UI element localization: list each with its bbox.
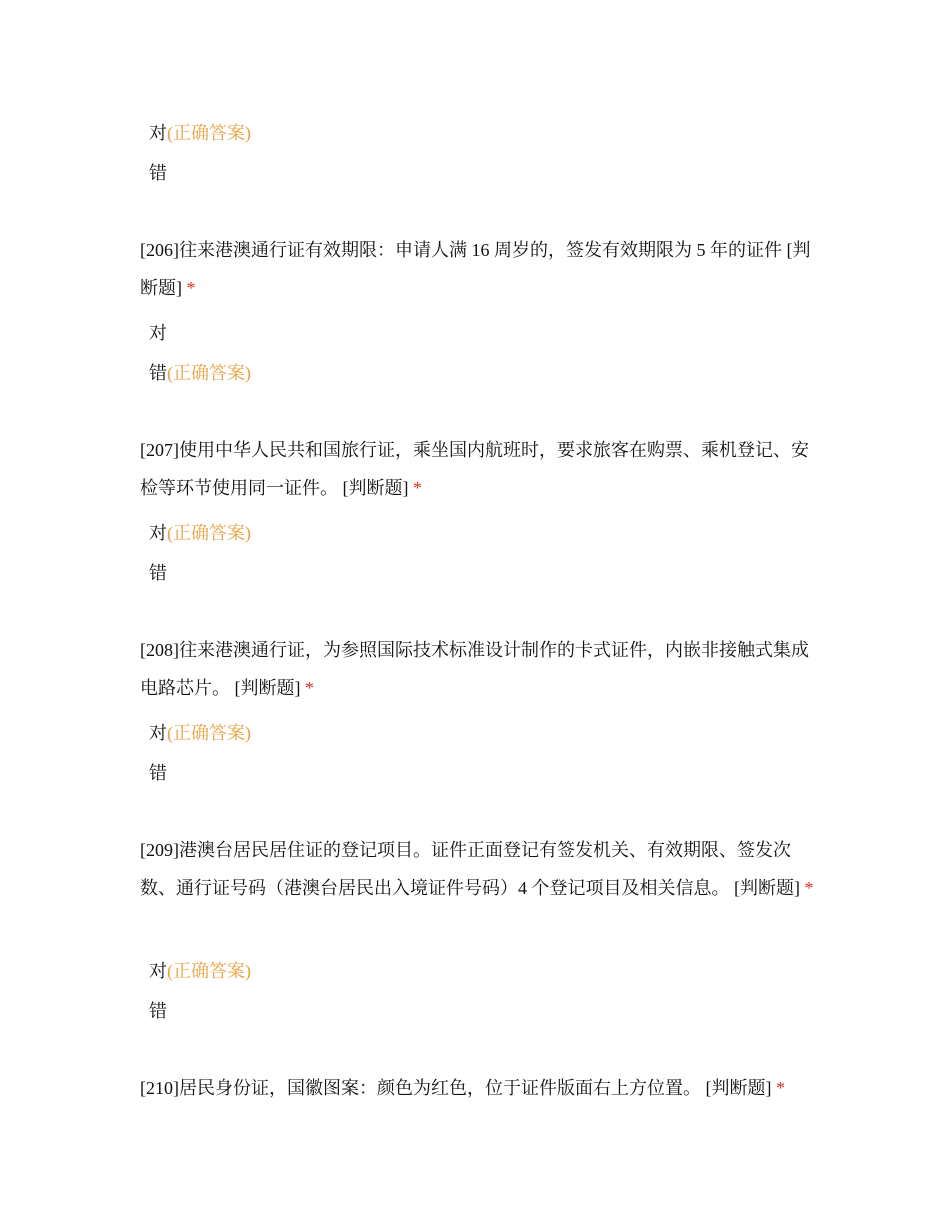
question-206 (140, 231, 820, 307)
option-label: 对 (149, 723, 167, 743)
option-true[interactable] (149, 321, 167, 345)
question-text: [206]往来港澳通行证有效期限：申请人满 16 周岁的，签发有效期限为 5 年的证件 [判断题] (140, 240, 811, 298)
option-label: 错 (149, 1001, 167, 1021)
question-text: [208]往来港澳通行证，为参照国际技术标准设计制作的卡式证件，内嵌非接触式集成电路芯片。 [判断题] (140, 640, 809, 698)
option-label: 对 (149, 323, 167, 343)
correct-answer-marker: (正确答案) (167, 723, 251, 743)
option-false[interactable] (149, 761, 167, 785)
question-text: [209]港澳台居民居住证的登记项目。证件正面登记有签发机关、有效期限、签发次数、通行证号码（港澳台居民出入境证件号码）4 个登记项目及相关信息。 [判断题] (140, 840, 800, 898)
required-marker: * (804, 878, 814, 898)
option-label: 错 (149, 363, 167, 383)
option-false[interactable] (149, 561, 167, 585)
question-text: [207]使用中华人民共和国旅行证，乘坐国内航班时，要求旅客在购票、乘机登记、安检等环节使用同一证件。 [判断题] (140, 440, 809, 498)
correct-answer-marker: (正确答案) (167, 523, 251, 543)
correct-answer-marker: (正确答案) (167, 363, 251, 383)
question-207 (140, 431, 820, 507)
option-label: 错 (149, 763, 167, 783)
option-true[interactable] (149, 721, 251, 745)
option-true[interactable] (149, 521, 251, 545)
option-label: 对 (149, 961, 167, 981)
correct-answer-marker: (正确答案) (167, 123, 251, 143)
option-label: 对 (149, 123, 167, 143)
option-label: 错 (149, 563, 167, 583)
required-marker: * (775, 1078, 785, 1098)
option-false[interactable] (149, 161, 167, 185)
required-marker: * (413, 478, 422, 498)
question-210 (140, 1069, 820, 1107)
question-text: [210]居民身份证，国徽图案：颜色为红色，位于证件版面右上方位置。 [判断题] (140, 1078, 772, 1098)
correct-answer-marker: (正确答案) (167, 961, 251, 981)
option-false[interactable] (149, 361, 251, 385)
option-true[interactable] (149, 959, 251, 983)
required-marker: * (305, 678, 314, 698)
required-marker: * (186, 278, 196, 298)
option-true[interactable] (149, 121, 251, 145)
option-false[interactable] (149, 999, 167, 1023)
option-label: 错 (149, 163, 167, 183)
question-209 (140, 831, 820, 907)
option-label: 对 (149, 523, 167, 543)
question-208 (140, 631, 820, 707)
